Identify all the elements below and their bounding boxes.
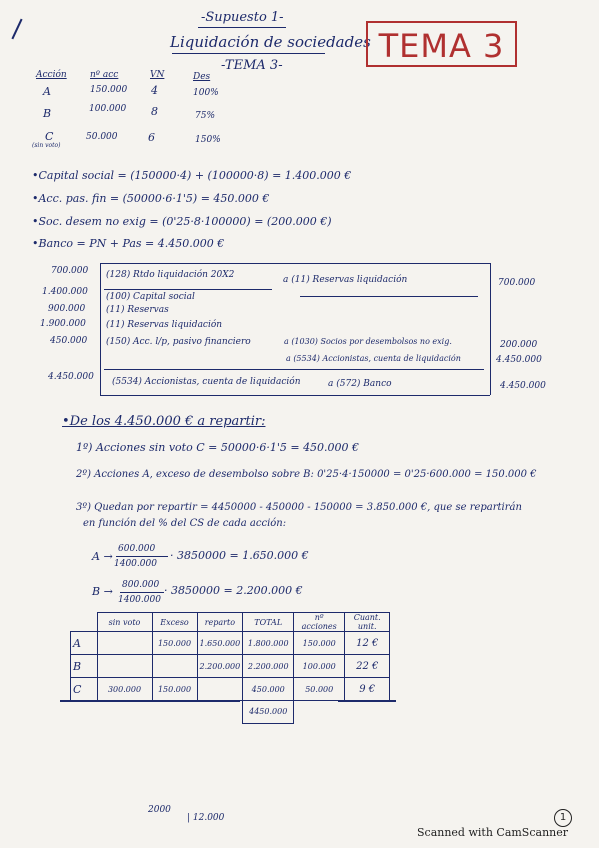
supuesto-heading: -Supuesto 1- — [201, 10, 284, 25]
table-total: 4450.000 — [243, 701, 294, 724]
table-cell — [197, 678, 243, 701]
right-amount: 200.000 — [500, 340, 538, 350]
calc-capital-social: •Capital social = (150000·4) + (100000·8) = 1.400.000 € — [32, 169, 352, 182]
haber-line: a (5534) Accionistas, cuenta de liquidación — [286, 354, 461, 363]
asiento-left-amount: 900.000 — [48, 304, 86, 314]
table-cell: 1.800.000 — [243, 632, 294, 655]
asiento-sep1 — [104, 289, 272, 290]
summary-header: TOTAL — [243, 613, 294, 632]
table-row — [71, 678, 390, 701]
table-row — [71, 655, 390, 678]
formula-b-den: 1400.000 — [118, 595, 161, 605]
row-a-accion: A — [43, 85, 51, 98]
reparto-paso1: 1º) Acciones sin voto C = 50000·6·1'5 = 450.000 € — [76, 441, 360, 454]
summary-header — [71, 613, 98, 632]
col-nacc-header: nº acc — [90, 70, 119, 80]
summary-header: Cuant. unit. — [345, 613, 390, 632]
table-cell: 2.200.000 — [197, 655, 243, 678]
formula-b-bar — [120, 592, 164, 593]
formula-a-rest: · 3850000 = 1.650.000 € — [170, 549, 309, 562]
summary-header: nº acciones — [294, 613, 345, 632]
row-b-nacc: 100.000 — [89, 104, 127, 114]
pen-stroke — [11, 19, 22, 40]
calc-soc-desem: •Soc. desem no exig = (0'25·8·100000) = (200.000 €) — [32, 215, 332, 228]
row-c-vn: 6 — [148, 131, 155, 144]
asiento-top-rule — [100, 263, 490, 264]
row-a-vn: 4 — [151, 84, 158, 97]
col-accion-header: Acción — [36, 70, 67, 80]
table-cell: B — [71, 655, 98, 678]
table-cell: 1.650.000 — [197, 632, 243, 655]
formula-b-label: B → — [92, 585, 113, 598]
haber-line: a (1030) Socios por desembolsos no exig. — [284, 337, 452, 346]
right-amount: 4.450.000 — [496, 355, 542, 365]
debe-line: (100) Capital social — [106, 292, 195, 302]
debe-line: (150) Acc. l/p, pasivo financiero — [106, 337, 251, 347]
summary-table — [70, 612, 390, 724]
table-cell: 9 € — [345, 678, 390, 701]
row-c-note: (sin voto) — [32, 142, 61, 149]
asiento-right-rule — [490, 263, 491, 395]
table-cell: 150.000 — [152, 678, 197, 701]
table-cell — [97, 655, 152, 678]
asiento-left-rule — [100, 263, 101, 395]
table-cell: 12 € — [345, 632, 390, 655]
reparto-paso3b: en función del % del CS de cada acción: — [83, 518, 287, 529]
asiento-left-amount: 1.900.000 — [40, 319, 86, 329]
asiento-left-amount: 4.450.000 — [48, 372, 94, 382]
asiento-sep3 — [104, 369, 484, 370]
haber-line: a (572) Banco — [328, 379, 392, 389]
asiento-sep2 — [300, 296, 478, 297]
summary-header-row — [71, 613, 390, 632]
tema-label: TEMA 3 — [366, 21, 517, 67]
asiento-bottom-rule — [100, 395, 490, 396]
table-cell: 2.200.000 — [243, 655, 294, 678]
reparto-paso2: 2º) Acciones A, exceso de desembolso sobre B: 0'25·4·150000 = 0'25·600.000 = 150.000 € — [76, 469, 537, 480]
haber-line: a (11) Reservas liquidación — [283, 275, 408, 285]
col-vn-header: VN — [150, 70, 165, 80]
title-underline — [172, 53, 325, 54]
summary-header: reparto — [197, 613, 243, 632]
table-cell: 150.000 — [152, 632, 197, 655]
debe-line: (11) Reservas — [106, 305, 169, 315]
table-row — [71, 632, 390, 655]
summary-header: sin voto — [97, 613, 152, 632]
subtitle: -TEMA 3- — [221, 58, 283, 73]
calc-acc-pas-fin: •Acc. pas. fin = (50000·6·1'5) = 450.000 € — [32, 192, 270, 205]
table-cell: 300.000 — [97, 678, 152, 701]
page-number: 1 — [554, 809, 572, 827]
table-cell: A — [71, 632, 98, 655]
formula-b-rest: · 3850000 = 2.200.000 € — [164, 584, 303, 597]
row-a-des: 100% — [193, 88, 219, 98]
asiento-left-amount: 450.000 — [50, 336, 88, 346]
formula-a-label: A → — [92, 550, 113, 563]
asiento-left-amount: 700.000 — [51, 266, 89, 276]
row-b-vn: 8 — [151, 105, 158, 118]
debe-line: (11) Reservas liquidación — [106, 320, 223, 330]
table-cell: 450.000 — [243, 678, 294, 701]
asiento-left-amount: 1.400.000 — [42, 287, 88, 297]
calc-banco: •Banco = PN + Pas = 4.450.000 € — [32, 237, 225, 250]
summary-header: Exceso — [152, 613, 197, 632]
table-cell: 100.000 — [294, 655, 345, 678]
row-c-accion: C — [45, 130, 54, 143]
formula-a-bar — [116, 556, 168, 557]
reparto-intro: •De los 4.450.000 € a repartir: — [62, 414, 266, 429]
table-cell — [152, 655, 197, 678]
formula-a-num: 600.000 — [118, 544, 156, 554]
debe-line: (5534) Accionistas, cuenta de liquidación — [112, 377, 301, 387]
table-cell: 50.000 — [294, 678, 345, 701]
reparto-paso3a: 3º) Quedan por repartir = 4450000 - 450000 - 150000 = 3.850.000 €, que se repartirán — [76, 502, 522, 513]
supuesto-underline — [198, 27, 286, 28]
table-underline — [60, 700, 240, 702]
row-c-des: 150% — [195, 135, 221, 145]
row-c-nacc: 50.000 — [86, 132, 118, 142]
right-amount: 700.000 — [498, 278, 536, 288]
bottom-fragment-left: 2000 — [148, 805, 171, 815]
table-cell: 22 € — [345, 655, 390, 678]
scanner-watermark: Scanned with CamScanner — [417, 826, 569, 839]
table-underline — [338, 700, 396, 702]
table-total-row — [71, 701, 390, 724]
row-b-des: 75% — [195, 111, 216, 121]
formula-a-den: 1400.000 — [114, 559, 157, 569]
right-amount: 4.450.000 — [500, 381, 546, 391]
table-cell: 150.000 — [294, 632, 345, 655]
document-title: Liquidación de sociedades — [170, 33, 371, 51]
row-a-nacc: 150.000 — [90, 85, 128, 95]
formula-b-num: 800.000 — [122, 580, 160, 590]
debe-line: (128) Rtdo liquidación 20X2 — [106, 270, 235, 280]
bottom-fragment-right: | 12.000 — [187, 813, 225, 823]
col-des-header: Des — [193, 72, 211, 82]
table-cell — [97, 632, 152, 655]
table-cell: C — [71, 678, 98, 701]
row-b-accion: B — [43, 107, 52, 120]
